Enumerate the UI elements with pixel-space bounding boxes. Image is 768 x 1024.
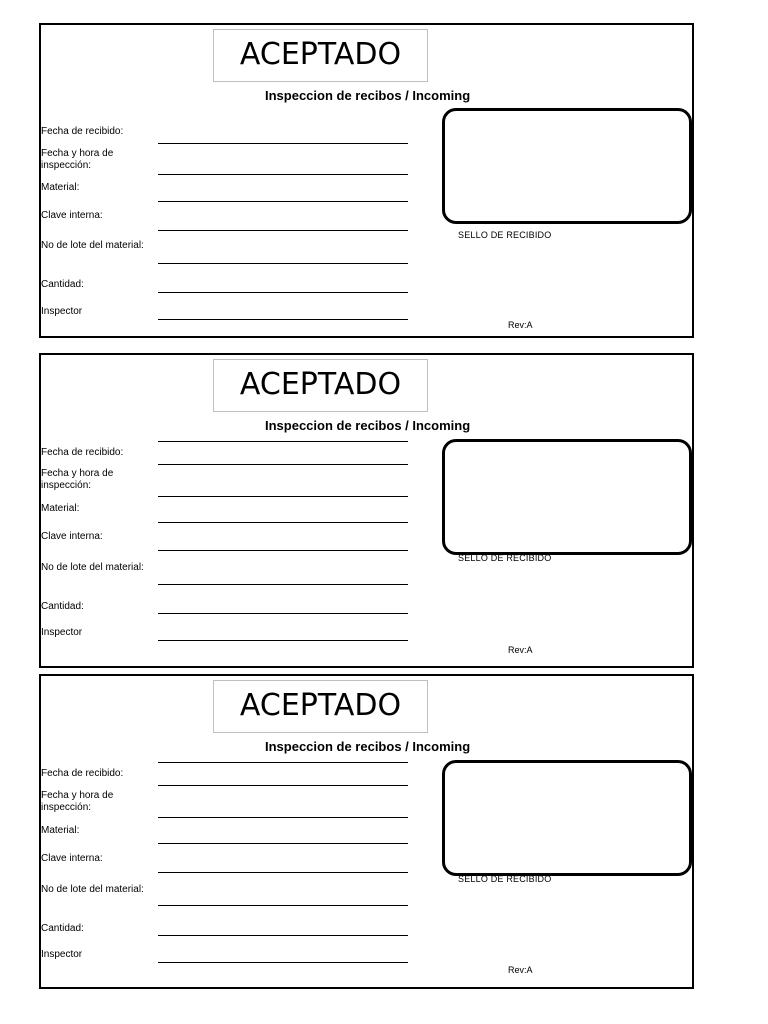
- field-label-cantidad: Cantidad:: [41, 923, 84, 934]
- stamp-label: SELLO DE RECIBIDO: [458, 874, 552, 884]
- revision-label: Rev:A: [508, 645, 533, 655]
- field-line-top[interactable]: [158, 441, 408, 442]
- field-label-fecha-recibido: Fecha de recibido:: [41, 447, 124, 458]
- field-label-clave-interna: Clave interna:: [41, 853, 103, 864]
- field-line-inspector[interactable]: [158, 640, 408, 641]
- field-label-fecha-hora-inspeccion: Fecha y hora de inspección:: [41, 468, 114, 491]
- field-line-fecha-hora-inspeccion[interactable]: [158, 817, 408, 818]
- form-title: Inspeccion de recibos / Incoming: [265, 418, 471, 433]
- stamp-box: [442, 108, 692, 224]
- field-label-fecha-hora-inspeccion: Fecha y hora de inspección:: [41, 790, 114, 813]
- revision-label: Rev:A: [508, 965, 533, 975]
- field-label-inspector: Inspector: [41, 306, 83, 317]
- field-label-fecha-recibido: Fecha de recibido:: [41, 126, 124, 137]
- form-title: Inspeccion de recibos / Incoming: [265, 739, 471, 754]
- field-line-cantidad[interactable]: [158, 292, 408, 293]
- field-label-material: Material:: [41, 825, 80, 836]
- field-line-no-lote[interactable]: [158, 584, 408, 585]
- field-line-clave-interna[interactable]: [158, 230, 408, 231]
- stamp-box: [442, 760, 692, 876]
- status-box: ACEPTADO: [213, 29, 428, 82]
- field-label-inspector: Inspector: [41, 949, 83, 960]
- field-label-no-lote: No de lote del material:: [41, 562, 144, 573]
- field-line-top[interactable]: [158, 762, 408, 763]
- field-label-no-lote: No de lote del material:: [41, 884, 144, 895]
- field-line-material[interactable]: [158, 843, 408, 844]
- field-label-inspector: Inspector: [41, 627, 83, 638]
- field-label-cantidad: Cantidad:: [41, 279, 84, 290]
- field-line-fecha-recibido[interactable]: [158, 143, 408, 144]
- inspection-card-1: [39, 23, 694, 338]
- status-box: ACEPTADO: [213, 359, 428, 412]
- field-label-fecha-recibido: Fecha de recibido:: [41, 768, 124, 779]
- field-line-fecha-recibido[interactable]: [158, 464, 408, 465]
- field-label-fecha-hora-inspeccion: Fecha y hora de inspección:: [41, 148, 114, 171]
- inspection-card-2: [39, 353, 694, 668]
- field-label-cantidad: Cantidad:: [41, 601, 84, 612]
- field-line-cantidad[interactable]: [158, 935, 408, 936]
- stamp-label: SELLO DE RECIBIDO: [458, 230, 552, 240]
- revision-label: Rev:A: [508, 320, 533, 330]
- field-line-material[interactable]: [158, 522, 408, 523]
- stamp-label: SELLO DE RECIBIDO: [458, 553, 552, 563]
- field-line-inspector[interactable]: [158, 319, 408, 320]
- field-line-fecha-hora-inspeccion[interactable]: [158, 174, 408, 175]
- field-line-clave-interna[interactable]: [158, 550, 408, 551]
- field-line-no-lote[interactable]: [158, 905, 408, 906]
- field-line-fecha-hora-inspeccion[interactable]: [158, 496, 408, 497]
- field-line-clave-interna[interactable]: [158, 872, 408, 873]
- field-line-cantidad[interactable]: [158, 613, 408, 614]
- field-label-no-lote: No de lote del material:: [41, 240, 144, 251]
- status-box: ACEPTADO: [213, 680, 428, 733]
- stamp-box: [442, 439, 692, 555]
- field-label-material: Material:: [41, 182, 80, 193]
- field-line-no-lote[interactable]: [158, 263, 408, 264]
- field-line-inspector[interactable]: [158, 962, 408, 963]
- field-label-clave-interna: Clave interna:: [41, 531, 103, 542]
- field-line-fecha-recibido[interactable]: [158, 785, 408, 786]
- form-title: Inspeccion de recibos / Incoming: [265, 88, 471, 103]
- field-label-material: Material:: [41, 503, 80, 514]
- field-label-clave-interna: Clave interna:: [41, 210, 103, 221]
- inspection-card-3: [39, 674, 694, 989]
- field-line-material[interactable]: [158, 201, 408, 202]
